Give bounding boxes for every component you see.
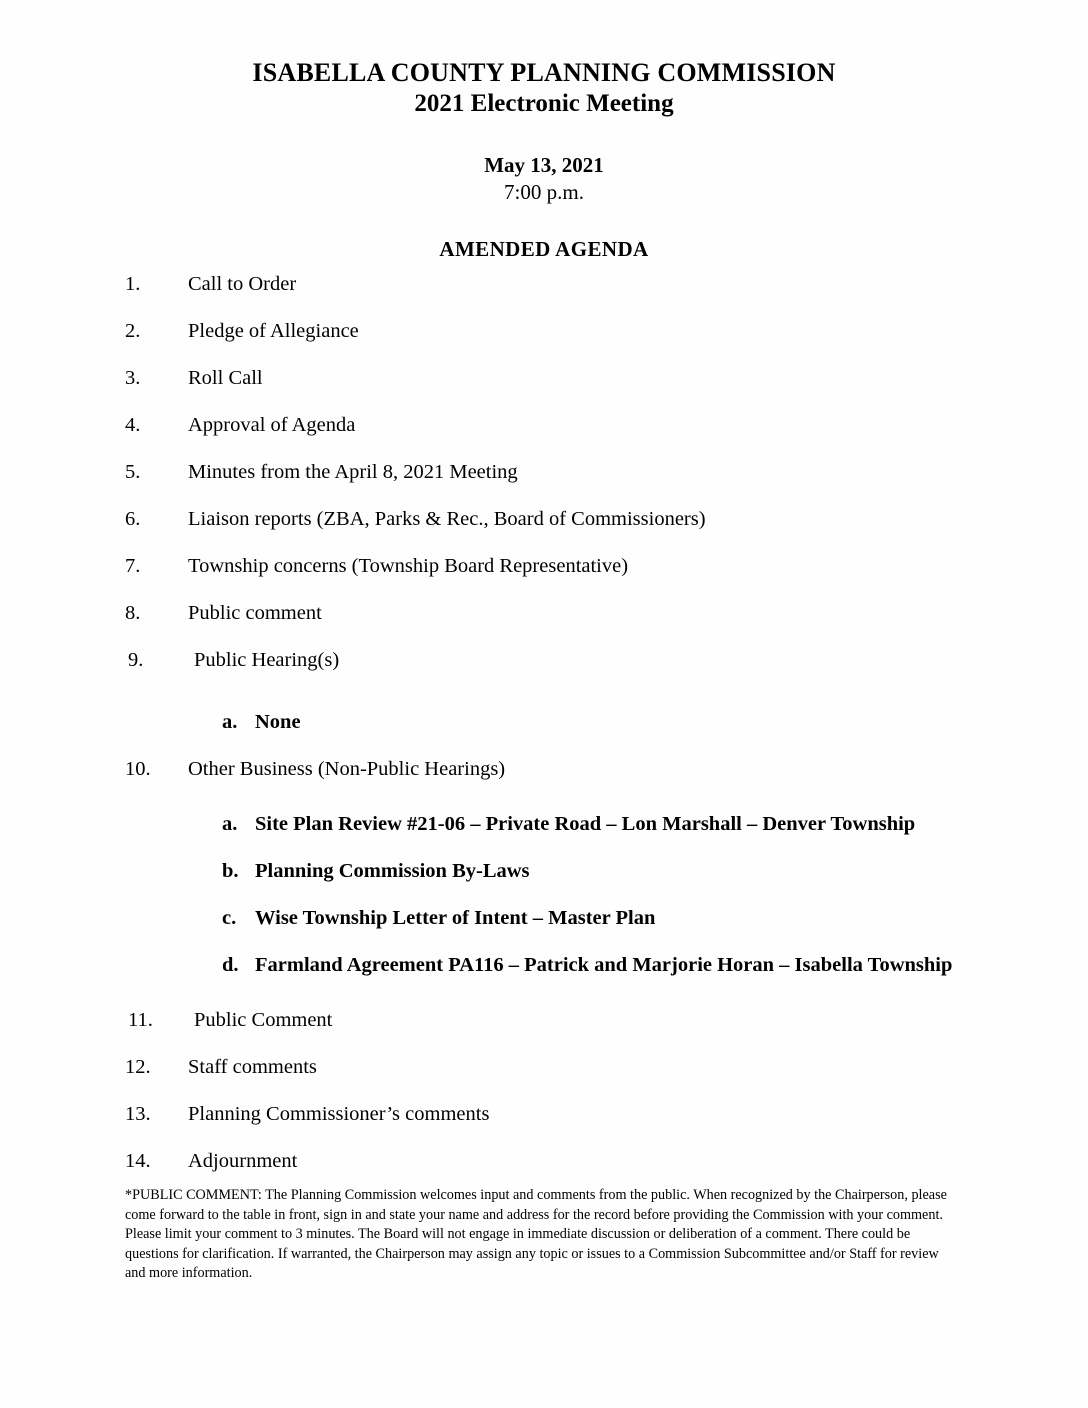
- agenda-item-number: 10.: [125, 758, 151, 780]
- meeting-date: May 13, 2021: [484, 153, 604, 178]
- agenda-item-number: 14.: [125, 1150, 151, 1172]
- subitem-label: None: [255, 711, 301, 733]
- agenda-item-9: [0, 648, 1088, 695]
- agenda-item-6: [0, 507, 1088, 554]
- agenda-item-2: [0, 319, 1088, 366]
- agenda-item-11: [0, 1008, 1088, 1055]
- agenda-item-number: 4.: [125, 414, 141, 436]
- agenda-item-5: [0, 460, 1088, 507]
- agenda-list: [0, 272, 1088, 1196]
- subitem-label: Farmland Agreement PA116 – Patrick and Marjorie Horan – Isabella Township: [255, 954, 953, 976]
- public-comment-footnote: [125, 1186, 949, 1284]
- agenda-item-number: 11.: [128, 1009, 153, 1031]
- agenda-item-10: [0, 757, 1088, 804]
- agenda-item-label: Public Hearing(s): [194, 649, 340, 671]
- agenda-item-4: [0, 413, 1088, 460]
- subitem-letter: a.: [222, 813, 238, 835]
- agenda-item-number: 1.: [125, 273, 141, 295]
- agenda-item-number: 12.: [125, 1056, 151, 1078]
- footnote-text: *PUBLIC COMMENT: The Planning Commission welcomes input and comments from the public. When recognized by the Chairperson, please come forward to the table in front, sign in and state your name and address for the record before providing the Commission with your comment. Please limit your comment to 3 minutes. The Board will not engage in immediate discussion or deliberation of a comment. There could be questions for clarification. If warranted, the Chairperson may assign any topic or issues to a Commission Subcommittee and/or Staff for review and more information.: [125, 1187, 947, 1281]
- list-spacer: [0, 695, 1088, 710]
- subitem-label: Wise Township Letter of Intent – Master Plan: [255, 907, 656, 929]
- agenda-item-label: Approval of Agenda: [188, 414, 356, 436]
- agenda-item-number: 2.: [125, 320, 141, 342]
- agenda-item-13: [0, 1102, 1088, 1149]
- other-business-subitem-c: [0, 906, 1088, 953]
- agenda-item-3: [0, 366, 1088, 413]
- agenda-item-7: [0, 554, 1088, 601]
- agenda-item-label: Pledge of Allegiance: [188, 320, 359, 342]
- agenda-item-label: Public comment: [188, 602, 322, 624]
- other-business-subitem-a: [0, 812, 1088, 859]
- agenda-item-label: Minutes from the April 8, 2021 Meeting: [188, 461, 518, 483]
- public-hearing-subitem-a: [0, 710, 1088, 757]
- list-spacer: [0, 804, 1088, 812]
- agenda-item-label: Call to Order: [188, 273, 297, 295]
- agenda-item-1: [0, 272, 1088, 319]
- other-business-subitem-d: [0, 953, 1088, 1000]
- agenda-item-label: Township concerns (Township Board Representative): [188, 555, 629, 577]
- agenda-item-number: 13.: [125, 1103, 151, 1125]
- agenda-item-number: 6.: [125, 508, 141, 530]
- agenda-item-label: Adjournment: [188, 1150, 298, 1172]
- subitem-letter: a.: [222, 711, 238, 733]
- meeting-type-subtitle: 2021 Electronic Meeting: [414, 89, 674, 117]
- document-header: [60, 58, 1028, 262]
- agenda-item-number: 5.: [125, 461, 141, 483]
- organization-title: ISABELLA COUNTY PLANNING COMMISSION: [252, 58, 836, 87]
- subitem-label: Site Plan Review #21-06 – Private Road – Lon Marshall – Denver Township: [255, 813, 916, 835]
- subitem-letter: c.: [222, 907, 237, 929]
- agenda-item-8: [0, 601, 1088, 648]
- agenda-item-number: 3.: [125, 367, 141, 389]
- list-spacer: [0, 1000, 1088, 1008]
- agenda-item-number: 8.: [125, 602, 141, 624]
- agenda-item-number: 9.: [128, 649, 144, 671]
- meeting-time: 7:00 p.m.: [504, 180, 584, 205]
- agenda-item-label: Planning Commissioner’s comments: [188, 1103, 490, 1125]
- agenda-item-label: Roll Call: [188, 367, 263, 389]
- agenda-item-12: [0, 1055, 1088, 1102]
- agenda-item-label: Public Comment: [194, 1009, 333, 1031]
- subitem-letter: b.: [222, 860, 239, 882]
- other-business-subitem-b: [0, 859, 1088, 906]
- subitem-letter: d.: [222, 954, 239, 976]
- agenda-heading: AMENDED AGENDA: [439, 236, 649, 261]
- agenda-item-label: Other Business (Non-Public Hearings): [188, 758, 506, 780]
- agenda-item-number: 7.: [125, 555, 141, 577]
- subitem-label: Planning Commission By-Laws: [255, 860, 530, 882]
- agenda-item-label: Staff comments: [188, 1056, 317, 1078]
- meeting-date-block: [60, 152, 1028, 207]
- agenda-item-label: Liaison reports (ZBA, Parks & Rec., Board of Commissioners): [188, 508, 706, 530]
